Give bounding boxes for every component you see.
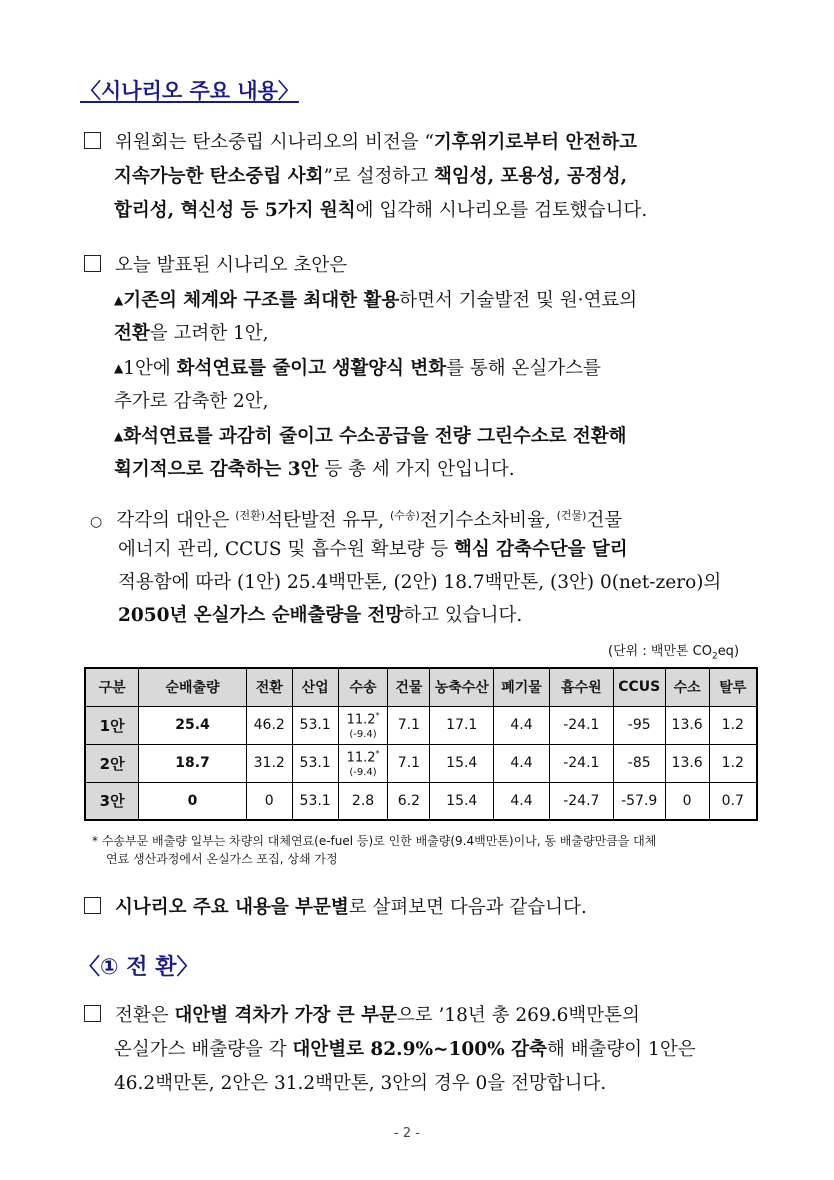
table-cell: -85	[613, 744, 665, 782]
table-cell: 4.4	[494, 706, 550, 744]
table-cell: 15.4	[430, 744, 494, 782]
triangle-bullet-icon: ▲	[114, 361, 124, 375]
table-cell: 53.1	[292, 706, 338, 744]
header-cell: 흡수원	[549, 668, 613, 706]
table-cell: 13.6	[665, 744, 709, 782]
table-cell: 4.4	[494, 744, 550, 782]
paragraph-vision-line-2: 지속가능한 탄소중립 사회”로 설정하고 책임성, 포용성, 공정성,	[114, 166, 628, 187]
table-cell: 0	[246, 782, 292, 820]
table-cell: 13.6	[665, 706, 709, 744]
table-cell: 11.2* (-9.4)	[338, 706, 388, 744]
paragraph-vision-line-3: 합리성, 혁신성 등 5가지 원칙에 입각해 시나리오를 검토했습니다.	[114, 200, 648, 221]
row-label: 2안	[85, 744, 139, 782]
table-cell: -24.1	[549, 744, 613, 782]
table-cell: -24.1	[549, 706, 613, 744]
table-row	[85, 744, 757, 782]
header-cell: 수송	[338, 668, 388, 706]
alternatives-line-1: ○ 각각의 대안은 $^{(전환)}$석탄발전 유무, $^{(수송)}$전기수소차비율, $^{(건물)}$건물	[90, 509, 623, 531]
option-3-line-1: ▲화석연료를 과감히 줄이고 수소공급을 전량 그린수소로 전환해	[114, 426, 627, 447]
table-cell: 53.1	[292, 782, 338, 820]
table-cell: 46.2	[246, 706, 292, 744]
header-cell: 산업	[292, 668, 338, 706]
table-cell: -24.7	[549, 782, 613, 820]
header-cell: 구분	[85, 668, 139, 706]
option-2-line-1: ▲1안에 화석연료를 줄이고 생활양식 변화를 통해 온실가스를	[114, 358, 601, 379]
table-header-row	[85, 668, 757, 706]
header-cell: 탈루	[709, 668, 757, 706]
table-cell: 4.4	[494, 782, 550, 820]
table-cell: 7.1	[388, 706, 430, 744]
paragraph-draft-intro: 오늘 발표된 시나리오 초안은	[84, 253, 347, 279]
option-1-line-1: ▲기존의 체계와 구조를 최대한 활용하면서 기술발전 및 원·연료의	[114, 290, 638, 311]
circle-bullet-icon: ○	[90, 514, 103, 530]
row-label: 3안	[85, 782, 139, 820]
unit-label: (단위 : 백만톤 $CO_2eq$)	[608, 644, 740, 662]
table-cell: 1.2	[709, 744, 757, 782]
header-cell: 수소	[665, 668, 709, 706]
header-cell: 폐기물	[494, 668, 550, 706]
table-cell: 0	[665, 782, 709, 820]
table-cell: 1.2	[709, 706, 757, 744]
table-cell: 6.2	[388, 782, 430, 820]
page-number: - 2 -	[394, 1126, 420, 1141]
table-footnote-line-1: * 수송부문 배출량 일부는 차량의 대체연료(e-fuel 등)로 인한 배출량(9.4백만톤)이나, 동 배출량만큼을 대체	[92, 834, 657, 848]
option-2-line-2: 추가로 감축한 2안,	[114, 391, 269, 412]
conversion-line-2: 온실가스 배출량을 각 대안별로 82.9%~100% 감축해 배출량이 1안은	[114, 1039, 696, 1060]
row-label: 1안	[85, 706, 139, 744]
net-emission-cell: 18.7	[139, 744, 247, 782]
table-row	[85, 706, 757, 744]
checkbox-bullet-icon	[84, 1005, 101, 1022]
emissions-table	[84, 667, 758, 821]
net-emission-cell: 0	[139, 782, 247, 820]
paragraph-sector-overview: 시나리오 주요 내용을 부문별로 살펴보면 다음과 같습니다.	[84, 895, 587, 921]
table-cell: 17.1	[430, 706, 494, 744]
option-1-line-2: 전환을 고려한 1안,	[114, 323, 269, 344]
table-footnote-line-2: 연료 생산과정에서 온실가스 포집, 상쇄 가정	[106, 852, 338, 866]
table-cell: -57.9	[613, 782, 665, 820]
table-cell: -95	[613, 706, 665, 744]
header-cell: 순배출량	[139, 668, 247, 706]
table-cell: 11.2* (-9.4)	[338, 744, 388, 782]
section-heading: 〈시나리오 주요 내용〉	[80, 79, 299, 103]
table-cell: 0.7	[709, 782, 757, 820]
table-cell: 2.8	[338, 782, 388, 820]
header-cell: 건물	[388, 668, 430, 706]
table-cell: 15.4	[430, 782, 494, 820]
checkbox-bullet-icon	[84, 897, 101, 914]
alternatives-line-2: 에너지 관리, CCUS 및 흡수원 확보량 등 핵심 감축수단을 달리	[118, 539, 628, 560]
checkbox-bullet-icon	[84, 132, 101, 149]
conversion-line-3: 46.2백만톤, 2안은 31.2백만톤, 3안의 경우 0을 전망합니다.	[114, 1073, 607, 1094]
alternatives-line-3: 적용함에 따라 (1안) 25.4백만톤, (2안) 18.7백만톤, (3안) 0(net-zero)의	[118, 572, 722, 593]
paragraph-vision-line-1: 위원회는 탄소중립 시나리오의 비전을 “기후위기로부터 안전하고	[84, 130, 637, 156]
option-3-line-2: 획기적으로 감축하는 3안 등 총 세 가지 안입니다.	[114, 459, 515, 480]
header-cell: 농축수산	[430, 668, 494, 706]
conversion-line-1: 전환은 대안별 격차가 가장 큰 부문으로 ’18년 총 269.6백만톤의	[84, 1003, 640, 1029]
alternatives-line-4: 2050년 온실가스 순배출량을 전망하고 있습니다.	[118, 605, 523, 626]
header-cell: CCUS	[613, 668, 665, 706]
header-cell: 전환	[246, 668, 292, 706]
triangle-bullet-icon: ▲	[114, 293, 124, 307]
triangle-bullet-icon: ▲	[114, 429, 124, 443]
table-row	[85, 782, 757, 820]
table-cell: 31.2	[246, 744, 292, 782]
table-cell: 7.1	[388, 744, 430, 782]
net-emission-cell: 25.4	[139, 706, 247, 744]
section-heading-conversion: 〈① 전 환〉	[78, 955, 199, 980]
table-cell: 53.1	[292, 744, 338, 782]
checkbox-bullet-icon	[84, 255, 101, 272]
